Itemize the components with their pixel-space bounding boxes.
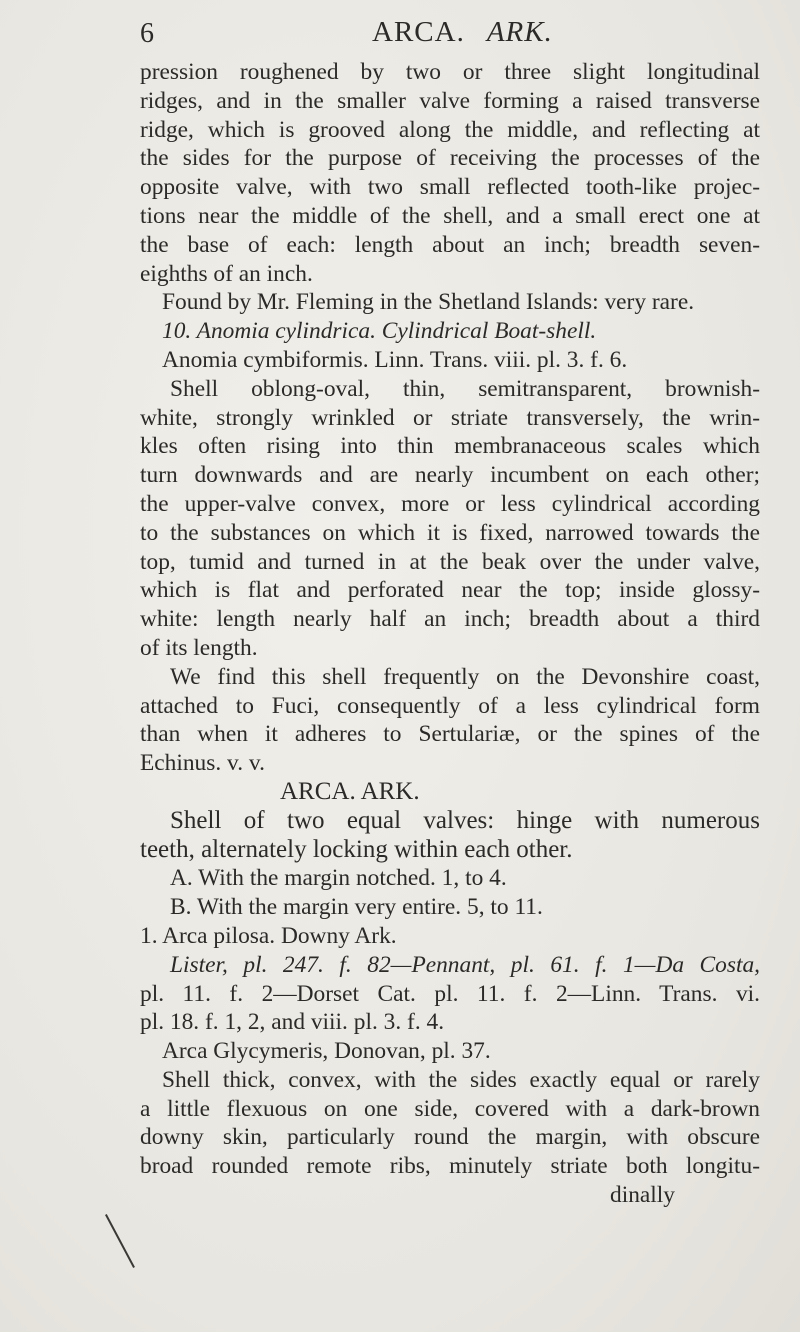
text-line: white, strongly wrinkled or striate transversely, the wrin- [140,404,760,431]
reference-line: pl. 18. f. 1, 2, and viii. pl. 3. f. 4. [140,1009,445,1036]
text-line: ridge, which is grooved along the middle, and reflecting at [140,116,760,143]
running-title [372,16,553,49]
text-line: eighths of an inch. [140,260,313,287]
reference-line: pl. 11. f. 2—Dorset Cat. pl. 11. f. 2—Linn. Trans. vi. [140,980,760,1007]
text-line: the base of each: length about an inch; breadth seven- [140,231,760,258]
text-line: Found by Mr. Fleming in the Shetland Islands: very rare. [162,289,695,316]
text-line: We find this shell frequently on the Devonshire coast, [170,663,760,690]
page-header [140,14,760,50]
running-title-caps: ARCA. [372,16,465,48]
text-line: top, tumid and turned in at the beak over the under valve, [140,548,760,575]
text-line: the sides for the purpose of receiving the processes of the [140,145,760,172]
text-line: Shell thick, convex, with the sides exactly equal or rarely [162,1066,760,1093]
reference-line: Lister, pl. 247. f. 82—Pennant, pl. 61. f. 1—Da Costa, [170,951,760,978]
reference-line: Arca Glycymeris, Donovan, pl. 37. [162,1038,491,1065]
section-heading: ARCA. ARK. [280,777,420,805]
binding-mark [105,1214,135,1268]
text-line: tions near the middle of the shell, and a small erect one at [140,202,760,229]
genus-description: Shell of two equal valves: hinge with numerous [170,806,760,834]
page-number: 6 [140,18,154,49]
text-line: to the substances on which it is fixed, narrowed towards the [140,519,760,546]
text-line: ridges, and in the smaller valve forming a raised transverse [140,87,760,114]
text-line: downy skin, particularly round the margin, with obscure [140,1124,760,1151]
text-line: than when it adheres to Sertulariæ, or the spines of the [140,721,760,748]
text-line: Echinus. v. v. [140,750,265,777]
text-line: which is flat and perforated near the top; inside glossy- [140,577,760,604]
text-line: pression roughened by two or three slight longitudinal [140,59,760,85]
text-line: the upper-valve convex, more or less cylindrical according [140,490,760,517]
text-line: turn downwards and are nearly incumbent on each other; [140,462,760,489]
genus-description: teeth, alternately locking within each other. [140,835,573,863]
text-line: broad rounded remote ribs, minutely striate both longitu- [140,1153,760,1180]
text-line: attached to Fuci, consequently of a less cylindrical form [140,692,760,719]
text-line: Shell oblong-oval, thin, semitransparent, brownish- [170,375,760,402]
text-line: a little flexuous on one side, covered with a dark-brown [140,1095,760,1122]
text-line: white: length nearly half an inch; breadth about a third [140,606,760,633]
subdivision-line: A. With the margin notched. 1, to 4. [170,865,507,892]
catchword: dinally [610,1182,675,1209]
species-heading: 1. Arca pilosa. Downy Ark. [140,922,397,949]
subdivision-line: B. With the margin very entire. 5, to 11. [170,894,543,921]
synonym-line: Anomia cymbiformis. Linn. Trans. viii. pl. 3. f. 6. [162,346,628,373]
text-line: of its length. [140,634,258,661]
text-line: opposite valve, with two small reflected tooth-like projec- [140,174,760,201]
body-text [140,58,760,1210]
species-heading: 10. Anomia cylindrica. Cylindrical Boat-shell. [162,318,597,345]
text-line: kles often rising into thin membranaceous scales which [140,433,760,460]
running-title-italic: ARK. [486,16,553,48]
